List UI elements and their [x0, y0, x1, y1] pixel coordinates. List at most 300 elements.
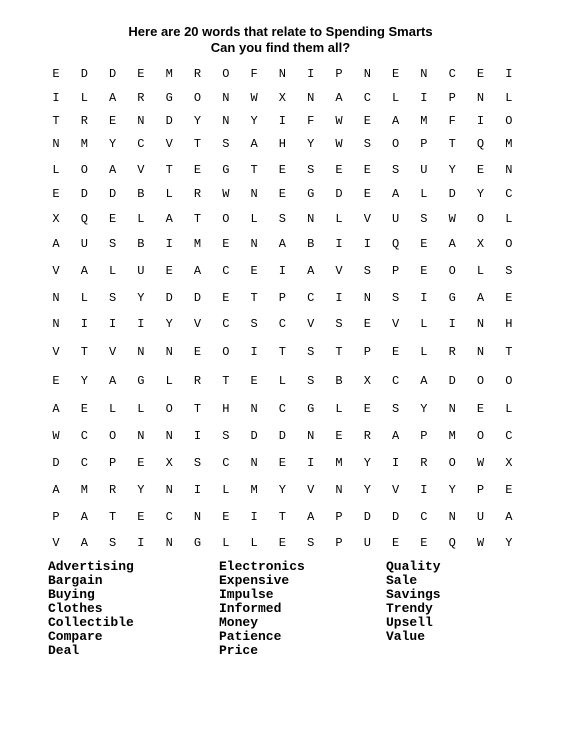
grid-letter: R: [420, 456, 428, 470]
word-item: Compare: [48, 629, 103, 644]
grid-letter: N: [448, 402, 456, 416]
grid-letter: G: [137, 374, 145, 388]
grid-letter: A: [448, 237, 456, 251]
grid-letter: I: [307, 456, 315, 470]
grid-letter: V: [307, 317, 315, 331]
grid-letter: E: [137, 510, 145, 524]
grid-letter: V: [52, 345, 60, 359]
grid-letter: O: [165, 402, 173, 416]
grid-letter: L: [222, 483, 230, 497]
grid-letter: F: [250, 67, 258, 81]
grid-letter: U: [391, 212, 400, 226]
grid-letter: E: [222, 291, 230, 305]
grid-letter: Y: [278, 483, 286, 497]
grid-letter: R: [137, 91, 145, 105]
grid-letter: V: [165, 137, 173, 151]
grid-letter: V: [137, 163, 145, 177]
grid-letter: T: [193, 212, 202, 226]
grid-letter: Y: [193, 114, 202, 128]
grid-letter: A: [165, 212, 173, 226]
grid-letter: Y: [250, 114, 258, 128]
grid-letter: P: [391, 264, 400, 278]
grid-letter: C: [391, 374, 400, 388]
grid-letter: L: [137, 212, 145, 226]
grid-letter: G: [307, 402, 315, 416]
word-list: [0, 560, 561, 670]
grid-letter: N: [52, 137, 60, 151]
grid-letter: A: [52, 402, 60, 416]
word-item: Collectible: [48, 615, 134, 630]
grid-letter: L: [335, 402, 343, 416]
grid-letter: C: [222, 264, 230, 278]
grid-letter: S: [108, 291, 117, 305]
grid-letter: V: [363, 212, 371, 226]
grid-letter: I: [420, 483, 428, 497]
grid-letter: G: [222, 163, 230, 177]
grid-letter: M: [420, 114, 428, 128]
grid-letter: E: [278, 456, 286, 470]
grid-letter: W: [250, 91, 258, 105]
grid-letter: N: [363, 291, 371, 305]
grid-letter: O: [448, 264, 456, 278]
grid-letter: W: [335, 114, 343, 128]
grid-letter: Y: [448, 483, 456, 497]
grid-letter: P: [420, 429, 428, 443]
word-item: Electronics: [219, 559, 305, 574]
grid-letter: L: [222, 536, 230, 550]
grid-letter: D: [278, 429, 286, 443]
grid-letter: A: [80, 510, 88, 524]
grid-letter: N: [137, 114, 145, 128]
word-item: Clothes: [48, 601, 103, 616]
grid-letter: M: [80, 483, 88, 497]
grid-letter: I: [420, 91, 428, 105]
grid-letter: Y: [137, 291, 145, 305]
grid-letter: T: [108, 510, 117, 524]
grid-letter: S: [420, 212, 428, 226]
grid-letter: U: [137, 264, 145, 278]
grid-letter: D: [363, 510, 371, 524]
grid-letter: T: [278, 345, 286, 359]
grid-letter: M: [165, 67, 173, 81]
grid-letter: L: [250, 536, 258, 550]
word-item: Impulse: [219, 587, 274, 602]
grid-letter: C: [307, 291, 315, 305]
grid-letter: D: [335, 187, 343, 201]
grid-letter: O: [476, 429, 485, 443]
grid-letter: N: [250, 402, 258, 416]
grid-letter: N: [137, 345, 145, 359]
grid-letter: O: [448, 456, 456, 470]
grid-letter: S: [108, 536, 117, 550]
grid-letter: V: [391, 483, 400, 497]
grid-letter: E: [391, 536, 400, 550]
grid-letter: E: [476, 67, 485, 81]
grid-letter: A: [52, 237, 60, 251]
grid-letter: L: [165, 187, 173, 201]
grid-letter: X: [52, 212, 60, 226]
grid-letter: W: [476, 536, 485, 550]
grid-letter: Y: [476, 187, 485, 201]
word-column: [48, 560, 134, 658]
grid-letter: S: [307, 163, 315, 177]
grid-letter: L: [52, 163, 60, 177]
grid-letter: C: [420, 510, 428, 524]
grid-letter: E: [278, 536, 286, 550]
grid-letter: O: [505, 374, 513, 388]
grid-letter: R: [363, 429, 371, 443]
grid-letter: S: [391, 402, 400, 416]
grid-letter: A: [108, 163, 117, 177]
grid-letter: I: [80, 317, 88, 331]
grid-letter: D: [52, 456, 60, 470]
word-item: Upsell: [386, 615, 433, 630]
grid-letter: S: [335, 317, 343, 331]
grid-letter: E: [363, 402, 371, 416]
grid-letter: E: [505, 483, 513, 497]
grid-letter: R: [193, 187, 202, 201]
grid-letter: E: [193, 345, 202, 359]
grid-letter: E: [476, 402, 485, 416]
grid-letter: R: [193, 67, 202, 81]
grid-letter: T: [165, 163, 173, 177]
grid-letter: E: [335, 429, 343, 443]
title-line-2: Can you find them all?: [210, 40, 351, 55]
grid-letter: O: [193, 91, 202, 105]
grid-letter: N: [476, 345, 485, 359]
grid-letter: O: [80, 163, 88, 177]
grid-letter: V: [52, 536, 60, 550]
grid-letter: R: [80, 114, 88, 128]
grid-letter: V: [335, 264, 343, 278]
grid-letter: C: [278, 317, 286, 331]
grid-letter: L: [505, 402, 513, 416]
grid-letter: T: [250, 163, 258, 177]
grid-letter: E: [137, 456, 145, 470]
grid-letter: N: [250, 456, 258, 470]
grid-letter: G: [165, 91, 173, 105]
grid-letter: A: [420, 374, 428, 388]
grid-letter: C: [222, 317, 230, 331]
grid-letter: S: [307, 536, 315, 550]
grid-letter: O: [391, 137, 400, 151]
grid-letter: A: [307, 510, 315, 524]
grid-letter: E: [108, 212, 117, 226]
grid-letter: E: [363, 114, 371, 128]
grid-letter: D: [80, 187, 88, 201]
grid-letter: Q: [476, 137, 485, 151]
grid-letter: L: [391, 91, 400, 105]
grid-letter: A: [80, 536, 88, 550]
grid-letter: O: [476, 374, 485, 388]
grid-letter: L: [80, 91, 88, 105]
grid-letter: T: [193, 402, 202, 416]
grid-letter: D: [80, 67, 88, 81]
grid-letter: N: [448, 510, 456, 524]
grid-letter: Y: [80, 374, 88, 388]
grid-letter: N: [52, 291, 60, 305]
grid-letter: T: [505, 345, 513, 359]
grid-letter: L: [335, 212, 343, 226]
grid-letter: M: [335, 456, 343, 470]
grid-letter: L: [278, 374, 286, 388]
grid-letter: I: [335, 291, 343, 305]
grid-letter: I: [448, 317, 456, 331]
grid-letter: S: [391, 163, 400, 177]
grid-letter: S: [363, 137, 371, 151]
grid-letter: I: [278, 264, 286, 278]
grid-letter: D: [448, 374, 456, 388]
word-item: Sale: [386, 573, 418, 588]
grid-letter: A: [391, 187, 400, 201]
grid-letter: A: [335, 91, 343, 105]
grid-letter: X: [476, 237, 485, 251]
grid-letter: D: [391, 510, 400, 524]
grid-letter: N: [250, 237, 258, 251]
grid-letter: E: [335, 163, 343, 177]
grid-letter: N: [505, 163, 513, 177]
grid-letter: S: [222, 137, 230, 151]
grid-letter: T: [448, 137, 456, 151]
grid-letter: N: [278, 67, 286, 81]
grid-letter: V: [307, 483, 315, 497]
grid-letter: L: [476, 264, 485, 278]
grid-letter: M: [80, 137, 88, 151]
grid-letter: T: [278, 510, 286, 524]
word-item: Informed: [219, 601, 282, 616]
grid-letter: L: [505, 212, 513, 226]
grid-letter: M: [505, 137, 513, 151]
grid-letter: U: [363, 536, 371, 550]
word-item: Savings: [386, 587, 441, 602]
grid-letter: E: [108, 114, 117, 128]
grid-letter: N: [222, 91, 230, 105]
grid-letter: O: [108, 429, 117, 443]
grid-letter: E: [505, 291, 513, 305]
grid-letter: N: [52, 317, 60, 331]
grid-letter: Y: [363, 456, 371, 470]
grid-letter: L: [420, 345, 428, 359]
grid-letter: N: [363, 67, 371, 81]
grid-letter: P: [476, 483, 485, 497]
grid-letter: C: [222, 456, 230, 470]
grid-letter: M: [193, 237, 202, 251]
grid-letter: P: [448, 91, 456, 105]
grid-letter: S: [278, 212, 286, 226]
grid-letter: S: [222, 429, 230, 443]
grid-letter: E: [250, 264, 258, 278]
grid-letter: V: [108, 345, 117, 359]
grid-letter: D: [165, 291, 173, 305]
grid-letter: V: [391, 317, 400, 331]
grid-letter: L: [420, 187, 428, 201]
grid-letter: Y: [448, 163, 456, 177]
grid-letter: N: [137, 429, 145, 443]
grid-letter: Y: [505, 536, 513, 550]
grid-letter: A: [80, 264, 88, 278]
grid-letter: E: [420, 237, 428, 251]
grid-letter: D: [193, 291, 202, 305]
grid-letter: R: [193, 374, 202, 388]
grid-letter: X: [505, 456, 513, 470]
grid-letter: E: [222, 237, 230, 251]
grid-letter: E: [52, 374, 60, 388]
grid-letter: A: [391, 114, 400, 128]
grid-letter: R: [108, 483, 117, 497]
grid-letter: N: [250, 187, 258, 201]
grid-letter: P: [335, 536, 343, 550]
grid-letter: I: [137, 317, 145, 331]
grid-letter: A: [193, 264, 202, 278]
grid-letter: N: [193, 510, 202, 524]
grid-letter: Y: [137, 483, 145, 497]
grid-letter: Y: [363, 483, 371, 497]
word-item: Buying: [48, 587, 95, 602]
grid-letter: Y: [165, 317, 173, 331]
grid-letter: E: [278, 187, 286, 201]
grid-letter: U: [420, 163, 428, 177]
grid-letter: S: [505, 264, 513, 278]
grid-letter: N: [222, 114, 230, 128]
word-column: [386, 560, 441, 644]
grid-letter: I: [193, 429, 202, 443]
grid-letter: W: [476, 456, 485, 470]
grid-letter: T: [335, 345, 343, 359]
grid-letter: A: [307, 264, 315, 278]
grid-letter: A: [391, 429, 400, 443]
grid-letter: Q: [391, 237, 400, 251]
grid-letter: G: [448, 291, 456, 305]
grid-letter: I: [137, 536, 145, 550]
grid-letter: U: [80, 237, 88, 251]
grid-letter: I: [363, 237, 371, 251]
grid-letter: B: [137, 237, 145, 251]
grid-letter: W: [335, 137, 343, 151]
grid-letter: E: [52, 67, 60, 81]
grid-letter: E: [363, 317, 371, 331]
grid-letter: W: [448, 212, 456, 226]
grid-letter: S: [193, 456, 202, 470]
grid-letter: N: [307, 429, 315, 443]
grid-letter: A: [108, 374, 117, 388]
title-line-1: Here are 20 words that relate to Spending Smarts: [128, 24, 433, 39]
grid-letter: Q: [80, 212, 88, 226]
grid-letter: P: [420, 137, 428, 151]
grid-letter: Q: [448, 536, 456, 550]
word-item: Money: [219, 615, 259, 630]
grid-letter: S: [250, 317, 258, 331]
grid-letter: E: [165, 264, 173, 278]
grid-letter: E: [420, 536, 428, 550]
grid-letter: D: [250, 429, 258, 443]
grid-letter: T: [52, 114, 60, 128]
grid-letter: E: [391, 67, 400, 81]
grid-letter: G: [307, 187, 315, 201]
grid-letter: L: [420, 317, 428, 331]
grid-letter: E: [80, 402, 88, 416]
grid-letter: T: [193, 137, 202, 151]
grid-letter: N: [165, 536, 173, 550]
grid-letter: C: [505, 429, 513, 443]
grid-letter: D: [448, 187, 456, 201]
grid-letter: V: [193, 317, 202, 331]
grid-letter: X: [165, 456, 173, 470]
grid-letter: E: [363, 187, 371, 201]
grid-letter: P: [52, 510, 60, 524]
grid-letter: L: [505, 91, 513, 105]
grid-letter: O: [505, 237, 513, 251]
grid-letter: L: [80, 291, 88, 305]
word-item: Price: [219, 643, 259, 658]
grid-letter: A: [250, 137, 258, 151]
grid-letter: N: [165, 483, 173, 497]
word-item: Value: [386, 629, 426, 644]
grid-letter: C: [137, 137, 145, 151]
grid-letter: I: [278, 114, 286, 128]
grid-letter: E: [250, 374, 258, 388]
grid-letter: I: [505, 67, 513, 81]
grid-letter: C: [80, 456, 88, 470]
grid-letter: S: [391, 291, 400, 305]
grid-letter: E: [391, 345, 400, 359]
grid-letter: I: [165, 237, 173, 251]
grid-letter: R: [448, 345, 456, 359]
grid-letter: E: [363, 163, 371, 177]
grid-letter: C: [448, 67, 456, 81]
grid-letter: H: [278, 137, 286, 151]
grid-letter: L: [137, 402, 145, 416]
grid-letter: A: [476, 291, 485, 305]
grid-letter: B: [307, 237, 315, 251]
grid-letter: U: [476, 510, 485, 524]
grid-letter: C: [80, 429, 88, 443]
grid-letter: P: [363, 345, 371, 359]
grid-letter: F: [307, 114, 315, 128]
grid-letter: P: [335, 67, 343, 81]
grid-letter: E: [137, 67, 145, 81]
grid-letter: C: [278, 402, 286, 416]
grid-letter: I: [193, 483, 202, 497]
grid-letter: Y: [108, 137, 117, 151]
grid-letter: P: [335, 510, 343, 524]
grid-letter: D: [165, 114, 173, 128]
grid-letter: X: [363, 374, 371, 388]
grid-letter: H: [222, 402, 230, 416]
word-column: [219, 560, 305, 658]
grid-letter: M: [448, 429, 456, 443]
grid-letter: E: [193, 163, 202, 177]
grid-letter: G: [193, 536, 202, 550]
grid-letter: E: [420, 264, 428, 278]
grid-letter: P: [278, 291, 286, 305]
grid-letter: T: [250, 291, 258, 305]
grid-letter: T: [80, 345, 88, 359]
grid-letter: I: [335, 237, 343, 251]
word-item: Expensive: [219, 573, 290, 588]
grid-letter: O: [222, 67, 230, 81]
grid-letter: I: [52, 91, 60, 105]
grid-letter: N: [476, 317, 485, 331]
grid-letter: B: [335, 374, 343, 388]
grid-letter: I: [420, 291, 428, 305]
grid-letter: S: [108, 237, 117, 251]
grid-letter: A: [278, 237, 286, 251]
grid-letter: N: [307, 91, 315, 105]
grid-letter: D: [108, 67, 117, 81]
word-item: Quality: [386, 559, 441, 574]
grid-letter: N: [307, 212, 315, 226]
grid-letter: N: [420, 67, 428, 81]
